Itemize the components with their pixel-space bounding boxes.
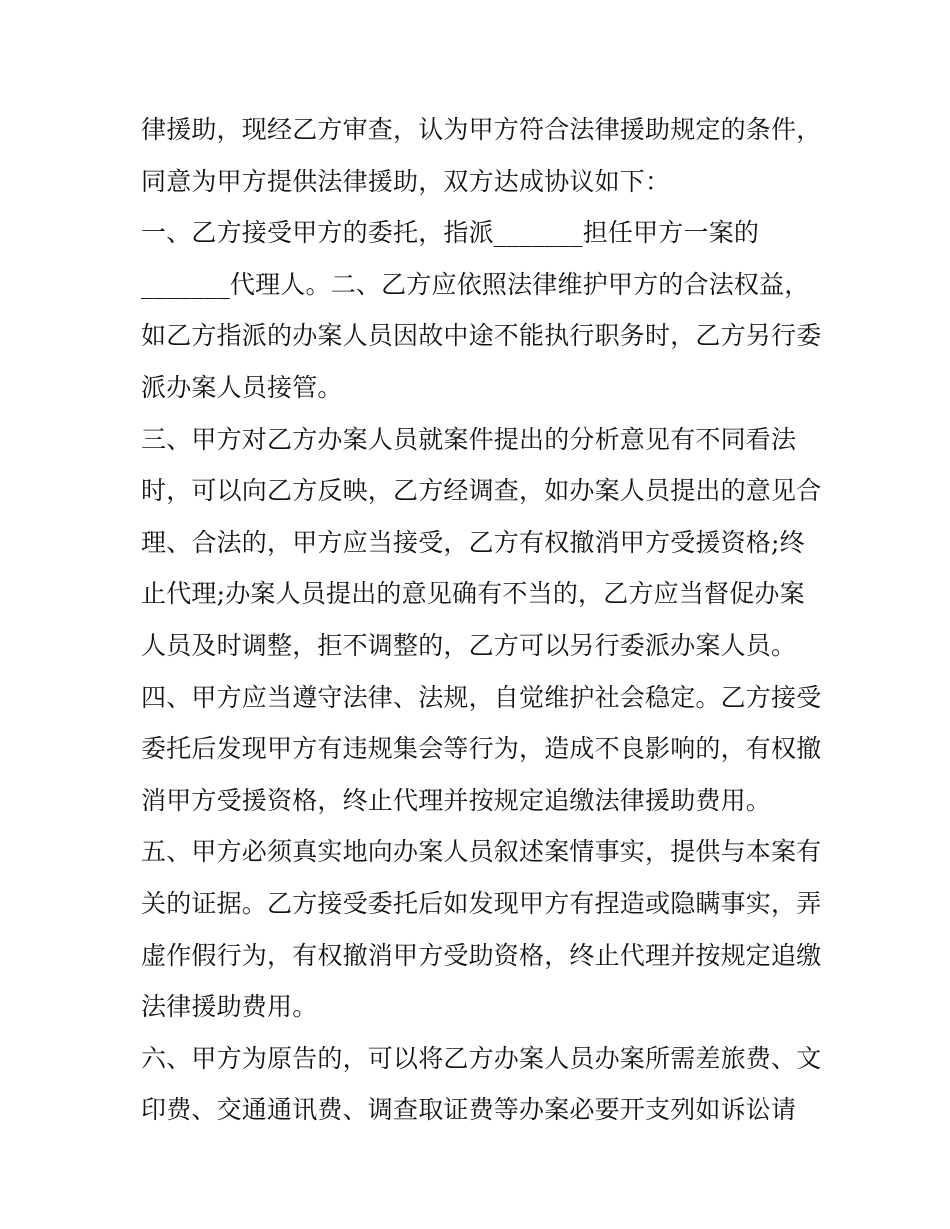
text-line: 虚作假行为，有权撤消甲方受助资格，终止代理并按规定追缴 (141, 940, 822, 970)
text-line: 五、甲方必须真实地向办案人员叙述案情事实，提供与本案有 (141, 837, 822, 867)
text-line: 时，可以向乙方反映，乙方经调查，如办案人员提出的意见合 (141, 476, 822, 506)
text-line: 关的证据。乙方接受委托后如发现甲方有捏造或隐瞒事实，弄 (141, 888, 822, 918)
text-line: _______代理人。二、乙方应依照法律维护甲方的合法权益， (141, 269, 810, 299)
text-line: 印费、交通通讯费、调查取证费等办案必要开支列如诉讼请 (141, 1095, 797, 1125)
text-line: 三、甲方对乙方办案人员就案件提出的分析意见有不同看法 (141, 424, 797, 454)
text-line: 六、甲方为原告的，可以将乙方办案人员办案所需差旅费、文 (141, 1043, 822, 1073)
text-line: 人员及时调整，拒不调整的，乙方可以另行委派办案人员。 (141, 630, 797, 660)
text-line: 律援助，现经乙方审查，认为甲方符合法律援助规定的条件， (141, 115, 822, 144)
text-line: 一、乙方接受甲方的委托，指派_______担任甲方一案的 (141, 218, 760, 248)
text-line: 理、合法的，甲方应当接受，乙方有权撤消甲方受援资格;终 (141, 527, 805, 557)
text-line: 派办案人员接管。 (141, 372, 343, 402)
text-line: 如乙方指派的办案人员因故中途不能执行职务时，乙方另行委 (141, 321, 822, 351)
text-line: 同意为甲方提供法律援助，双方达成协议如下： (141, 166, 671, 196)
text-line: 四、甲方应当遵守法律、法规，自觉维护社会稳定。乙方接受 (141, 682, 822, 712)
text-line: 消甲方受援资格，终止代理并按规定追缴法律援助费用。 (141, 785, 772, 815)
text-line: 法律援助费用。 (141, 992, 318, 1022)
text-line: 委托后发现甲方有违规集会等行为，造成不良影响的，有权撤 (141, 734, 822, 764)
text-line: 止代理;办案人员提出的意见确有不当的，乙方应当督促办案 (141, 579, 805, 609)
document-body (141, 104, 841, 1136)
